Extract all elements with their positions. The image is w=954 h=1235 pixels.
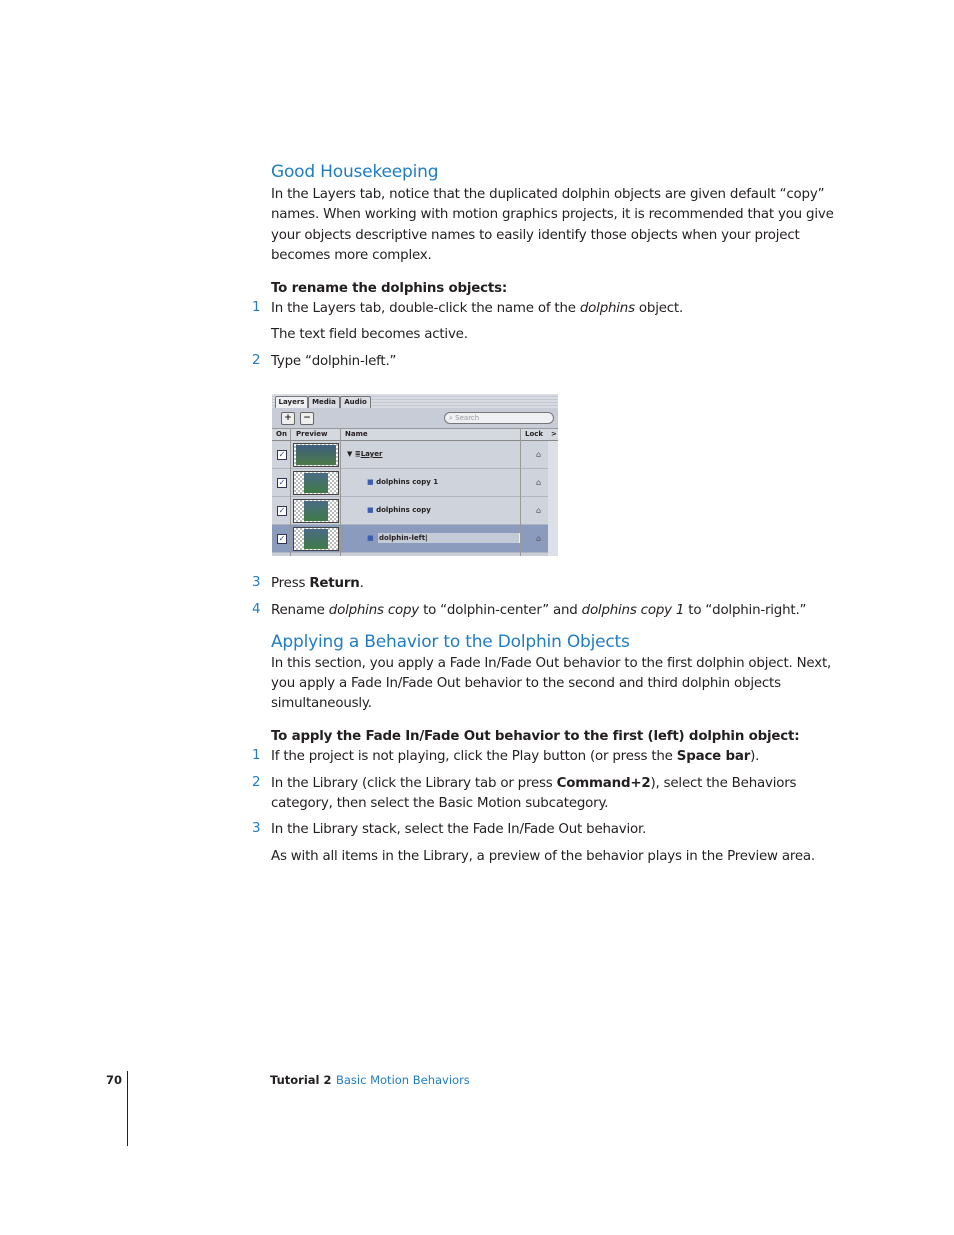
layer-name[interactable]: ■ dolphins copy 1 xyxy=(367,478,439,486)
step-text: Rename dolphins copy to “dolphin-center” and dolphins copy 1 to “dolphin-right.” xyxy=(271,603,807,618)
step-text: Press Return. xyxy=(271,576,364,591)
section-heading: Good Housekeeping xyxy=(271,162,439,182)
task-heading: To rename the dolphins objects: xyxy=(271,281,508,296)
step-number: 2 xyxy=(252,775,261,790)
toolbar xyxy=(272,408,558,429)
step-note: The text field becomes active. xyxy=(271,327,468,342)
more-columns-icon[interactable]: > xyxy=(551,430,557,438)
object-icon: ■ xyxy=(367,478,374,486)
column-header xyxy=(272,429,558,441)
column-on[interactable]: On xyxy=(276,430,287,438)
checkbox-on[interactable]: ✓ xyxy=(278,534,286,543)
tab-bar xyxy=(272,394,558,408)
search-input[interactable]: ⌕ Search xyxy=(444,412,554,424)
tab-layers[interactable]: Layers xyxy=(275,396,308,409)
scrollbar[interactable] xyxy=(548,441,558,556)
remove-layer-button[interactable]: − xyxy=(300,412,314,425)
step-text: If the project is not playing, click the Play button (or press the Space bar). xyxy=(271,749,760,764)
layer-thumbnail xyxy=(293,499,339,523)
layer-name[interactable]: ■ dolphins copy xyxy=(367,506,431,514)
layer-name xyxy=(367,525,374,552)
lock-icon[interactable]: ⌂ xyxy=(536,478,542,487)
step-text: category, then select the Basic Motion subcategory. xyxy=(271,796,609,811)
step-number: 3 xyxy=(252,821,261,836)
lock-icon[interactable]: ⌂ xyxy=(536,450,542,459)
step-text: In the Library (click the Library tab or press Command+2), select the Behaviors xyxy=(271,776,797,791)
layer-name-input[interactable]: dolphin-left| xyxy=(378,533,520,543)
footer-chapter: Basic Motion Behaviors xyxy=(336,1073,470,1087)
checkbox-on[interactable]: ✓ xyxy=(278,506,286,515)
step-note: As with all items in the Library, a preview of the behavior plays in the Preview area. xyxy=(271,849,815,864)
checkbox-on[interactable]: ✓ xyxy=(278,478,286,487)
footer-divider xyxy=(127,1071,128,1146)
paragraph-line: simultaneously. xyxy=(271,696,372,711)
step-text: In the Library stack, select the Fade In/Fade Out behavior. xyxy=(271,822,647,837)
column-name[interactable]: Name xyxy=(345,430,368,438)
tab-audio[interactable]: Audio xyxy=(340,396,371,409)
layer-thumbnail xyxy=(293,443,339,467)
layer-stack-icon: ≣ xyxy=(354,450,361,458)
step-number: 4 xyxy=(252,602,261,617)
step-number: 3 xyxy=(252,575,261,590)
page-number: 70 xyxy=(106,1073,123,1087)
step-text: Type “dolphin-left.” xyxy=(271,354,397,369)
paragraph-line: you apply a Fade In/Fade Out behavior to the second and third dolphin objects xyxy=(271,676,781,691)
footer-tutorial: Tutorial 2 xyxy=(270,1073,332,1087)
layer-thumbnail xyxy=(293,527,339,551)
layer-row[interactable] xyxy=(272,441,548,469)
section-heading: Applying a Behavior to the Dolphin Objects xyxy=(271,632,630,652)
layer-thumbnail xyxy=(293,471,339,495)
layer-row-selected[interactable] xyxy=(272,525,548,553)
search-icon: ⌕ xyxy=(449,414,453,422)
step-number: 1 xyxy=(252,748,261,763)
column-preview[interactable]: Preview xyxy=(296,430,328,438)
layer-name[interactable]: ▼ ≣Layer xyxy=(347,450,383,458)
step-number: 1 xyxy=(252,300,261,315)
lock-icon[interactable]: ⌂ xyxy=(536,534,542,543)
task-heading: To apply the Fade In/Fade Out behavior to the first (left) dolphin object: xyxy=(271,729,800,744)
checkbox-on[interactable]: ✓ xyxy=(278,450,286,459)
paragraph-line: names. When working with motion graphics projects, it is recommended that you give xyxy=(271,207,834,222)
paragraph-line: your objects descriptive names to easily identify those objects when your project xyxy=(271,228,800,243)
disclosure-triangle-icon[interactable]: ▼ xyxy=(347,450,353,458)
layer-row[interactable] xyxy=(272,497,548,525)
tab-media[interactable]: Media xyxy=(308,396,340,409)
add-layer-button[interactable]: + xyxy=(281,412,295,425)
paragraph-line: In this section, you apply a Fade In/Fade Out behavior to the first dolphin object. Next, xyxy=(271,656,832,671)
step-text: In the Layers tab, double-click the name of the dolphins object. xyxy=(271,301,684,316)
layers-tab-screenshot xyxy=(272,394,558,556)
object-icon: ■ xyxy=(367,506,374,514)
paragraph-line: becomes more complex. xyxy=(271,248,432,263)
lock-icon[interactable]: ⌂ xyxy=(536,506,542,515)
paragraph-line: In the Layers tab, notice that the duplicated dolphin objects are given default “copy” xyxy=(271,187,825,202)
object-icon: ■ xyxy=(367,534,374,542)
column-lock[interactable]: Lock xyxy=(525,430,544,438)
layer-row[interactable] xyxy=(272,469,548,497)
step-number: 2 xyxy=(252,353,261,368)
